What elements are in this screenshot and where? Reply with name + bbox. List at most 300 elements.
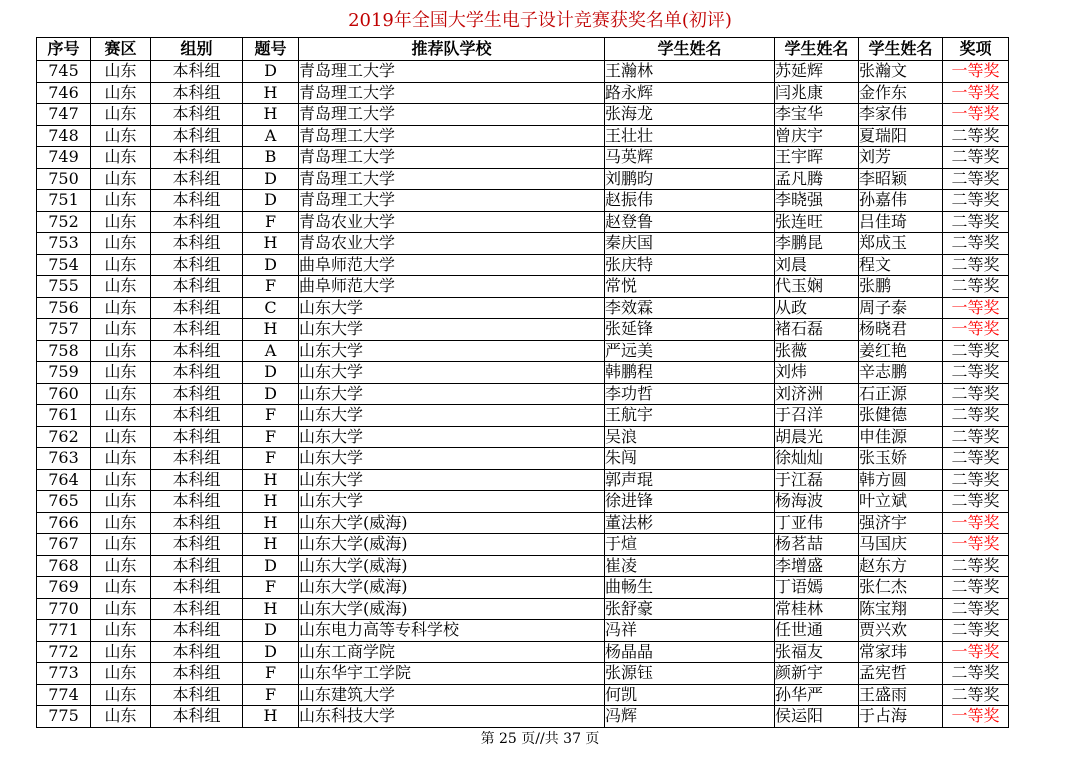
student-3-cell: 马国庆: [859, 534, 943, 556]
awards-table: [36, 37, 1009, 728]
index-cell: 757: [37, 319, 91, 341]
region-cell: 山东: [91, 104, 151, 126]
student-1-cell: 马英辉: [605, 147, 775, 169]
school-cell: 山东科技大学: [299, 706, 605, 728]
student-2-cell: 杨海波: [775, 491, 859, 513]
problem-cell: C: [243, 297, 299, 319]
index-cell: 773: [37, 663, 91, 685]
index-cell: 755: [37, 276, 91, 298]
school-cell: 青岛理工大学: [299, 104, 605, 126]
award-cell: 二等奖: [943, 383, 1009, 405]
student-2-cell: 丁亚伟: [775, 512, 859, 534]
school-cell: 山东华宇工学院: [299, 663, 605, 685]
student-2-cell: 李鹏昆: [775, 233, 859, 255]
student-3-cell: 张玉娇: [859, 448, 943, 470]
student-1-cell: 赵登鲁: [605, 211, 775, 233]
table-header-row: [37, 38, 1009, 61]
region-cell: 山东: [91, 340, 151, 362]
column-header-school: 推荐队学校: [299, 38, 605, 61]
index-cell: 775: [37, 706, 91, 728]
region-cell: 山东: [91, 555, 151, 577]
award-cell: 二等奖: [943, 491, 1009, 513]
student-1-cell: 刘鹏昀: [605, 168, 775, 190]
student-2-cell: 李晓强: [775, 190, 859, 212]
student-1-cell: 郭声琨: [605, 469, 775, 491]
award-cell: 一等奖: [943, 82, 1009, 104]
problem-cell: F: [243, 405, 299, 427]
index-cell: 751: [37, 190, 91, 212]
student-2-cell: 闫兆康: [775, 82, 859, 104]
award-cell: 二等奖: [943, 448, 1009, 470]
region-cell: 山东: [91, 426, 151, 448]
problem-cell: F: [243, 684, 299, 706]
group-cell: 本科组: [151, 168, 243, 190]
table-row: [37, 276, 1009, 298]
problem-cell: F: [243, 663, 299, 685]
index-cell: 762: [37, 426, 91, 448]
index-cell: 763: [37, 448, 91, 470]
region-cell: 山东: [91, 383, 151, 405]
group-cell: 本科组: [151, 620, 243, 642]
student-2-cell: 侯运阳: [775, 706, 859, 728]
student-1-cell: 李功哲: [605, 383, 775, 405]
student-1-cell: 董法彬: [605, 512, 775, 534]
student-3-cell: 杨晓君: [859, 319, 943, 341]
group-cell: 本科组: [151, 512, 243, 534]
table-row: [37, 469, 1009, 491]
region-cell: 山东: [91, 448, 151, 470]
student-2-cell: 徐灿灿: [775, 448, 859, 470]
region-cell: 山东: [91, 276, 151, 298]
group-cell: 本科组: [151, 147, 243, 169]
student-1-cell: 李效霖: [605, 297, 775, 319]
student-1-cell: 于煊: [605, 534, 775, 556]
group-cell: 本科组: [151, 254, 243, 276]
table-row: [37, 448, 1009, 470]
student-1-cell: 秦庆国: [605, 233, 775, 255]
table-row: [37, 512, 1009, 534]
index-cell: 769: [37, 577, 91, 599]
problem-cell: H: [243, 491, 299, 513]
school-cell: 青岛农业大学: [299, 211, 605, 233]
problem-cell: D: [243, 383, 299, 405]
award-cell: 二等奖: [943, 276, 1009, 298]
group-cell: 本科组: [151, 211, 243, 233]
index-cell: 758: [37, 340, 91, 362]
award-cell: 二等奖: [943, 620, 1009, 642]
student-2-cell: 孟凡腾: [775, 168, 859, 190]
student-1-cell: 赵振伟: [605, 190, 775, 212]
student-1-cell: 冯辉: [605, 706, 775, 728]
table-row: [37, 534, 1009, 556]
student-3-cell: 常家玮: [859, 641, 943, 663]
index-cell: 749: [37, 147, 91, 169]
table-row: [37, 319, 1009, 341]
group-cell: 本科组: [151, 233, 243, 255]
student-2-cell: 刘炜: [775, 362, 859, 384]
group-cell: 本科组: [151, 340, 243, 362]
column-header-student-2: 学生姓名: [775, 38, 859, 61]
school-cell: 青岛理工大学: [299, 82, 605, 104]
school-cell: 山东大学: [299, 383, 605, 405]
student-2-cell: 常桂林: [775, 598, 859, 620]
student-1-cell: 张延锋: [605, 319, 775, 341]
region-cell: 山东: [91, 598, 151, 620]
table-row: [37, 383, 1009, 405]
region-cell: 山东: [91, 233, 151, 255]
problem-cell: D: [243, 620, 299, 642]
group-cell: 本科组: [151, 706, 243, 728]
student-3-cell: 强济宇: [859, 512, 943, 534]
table-row: [37, 147, 1009, 169]
group-cell: 本科组: [151, 190, 243, 212]
student-3-cell: 李昭颖: [859, 168, 943, 190]
region-cell: 山东: [91, 663, 151, 685]
group-cell: 本科组: [151, 426, 243, 448]
group-cell: 本科组: [151, 555, 243, 577]
student-2-cell: 刘晨: [775, 254, 859, 276]
region-cell: 山东: [91, 469, 151, 491]
student-3-cell: 王盛雨: [859, 684, 943, 706]
document-title: 2019年全国大学生电子设计竞赛获奖名单(初评): [348, 10, 732, 31]
column-header-problem: 题号: [243, 38, 299, 61]
table-row: [37, 620, 1009, 642]
student-2-cell: 苏延辉: [775, 61, 859, 83]
group-cell: 本科组: [151, 534, 243, 556]
school-cell: 山东大学(威海): [299, 512, 605, 534]
school-cell: 山东大学: [299, 297, 605, 319]
table-row: [37, 598, 1009, 620]
index-cell: 766: [37, 512, 91, 534]
school-cell: 山东大学: [299, 340, 605, 362]
index-cell: 748: [37, 125, 91, 147]
student-1-cell: 常悦: [605, 276, 775, 298]
student-2-cell: 胡晨光: [775, 426, 859, 448]
problem-cell: H: [243, 319, 299, 341]
student-2-cell: 王宇晖: [775, 147, 859, 169]
problem-cell: H: [243, 233, 299, 255]
award-cell: 一等奖: [943, 104, 1009, 126]
table-row: [37, 233, 1009, 255]
group-cell: 本科组: [151, 125, 243, 147]
student-2-cell: 张薇: [775, 340, 859, 362]
problem-cell: H: [243, 469, 299, 491]
table-row: [37, 362, 1009, 384]
group-cell: 本科组: [151, 598, 243, 620]
student-3-cell: 叶立斌: [859, 491, 943, 513]
region-cell: 山东: [91, 297, 151, 319]
group-cell: 本科组: [151, 405, 243, 427]
school-cell: 山东大学: [299, 448, 605, 470]
school-cell: 青岛理工大学: [299, 168, 605, 190]
student-2-cell: 李增盛: [775, 555, 859, 577]
region-cell: 山东: [91, 491, 151, 513]
table-row: [37, 491, 1009, 513]
table-row: [37, 555, 1009, 577]
region-cell: 山东: [91, 125, 151, 147]
award-cell: 二等奖: [943, 469, 1009, 491]
award-cell: 一等奖: [943, 706, 1009, 728]
table-row: [37, 297, 1009, 319]
table-row: [37, 61, 1009, 83]
award-cell: 二等奖: [943, 125, 1009, 147]
student-2-cell: 张福友: [775, 641, 859, 663]
group-cell: 本科组: [151, 577, 243, 599]
student-1-cell: 冯祥: [605, 620, 775, 642]
student-2-cell: 代玉娴: [775, 276, 859, 298]
school-cell: 青岛农业大学: [299, 233, 605, 255]
problem-cell: F: [243, 211, 299, 233]
student-1-cell: 韩鹏程: [605, 362, 775, 384]
student-3-cell: 张健德: [859, 405, 943, 427]
index-cell: 760: [37, 383, 91, 405]
school-cell: 山东大学(威海): [299, 555, 605, 577]
student-1-cell: 王航宇: [605, 405, 775, 427]
region-cell: 山东: [91, 684, 151, 706]
student-2-cell: 张连旺: [775, 211, 859, 233]
school-cell: 曲阜师范大学: [299, 276, 605, 298]
group-cell: 本科组: [151, 319, 243, 341]
region-cell: 山东: [91, 641, 151, 663]
student-2-cell: 孙华严: [775, 684, 859, 706]
index-cell: 771: [37, 620, 91, 642]
region-cell: 山东: [91, 190, 151, 212]
student-3-cell: 孟宪哲: [859, 663, 943, 685]
index-cell: 747: [37, 104, 91, 126]
student-2-cell: 杨茗喆: [775, 534, 859, 556]
problem-cell: H: [243, 512, 299, 534]
problem-cell: D: [243, 168, 299, 190]
index-cell: 754: [37, 254, 91, 276]
region-cell: 山东: [91, 620, 151, 642]
student-3-cell: 吕佳琦: [859, 211, 943, 233]
award-cell: 二等奖: [943, 362, 1009, 384]
group-cell: 本科组: [151, 641, 243, 663]
column-header-student-1: 学生姓名: [605, 38, 775, 61]
student-3-cell: 张鹏: [859, 276, 943, 298]
table-row: [37, 104, 1009, 126]
award-cell: 二等奖: [943, 147, 1009, 169]
problem-cell: F: [243, 426, 299, 448]
school-cell: 山东大学(威海): [299, 577, 605, 599]
table-row: [37, 577, 1009, 599]
region-cell: 山东: [91, 534, 151, 556]
table-row: [37, 190, 1009, 212]
group-cell: 本科组: [151, 276, 243, 298]
school-cell: 青岛理工大学: [299, 125, 605, 147]
school-cell: 山东工商学院: [299, 641, 605, 663]
student-2-cell: 曾庆宇: [775, 125, 859, 147]
column-header-group: 组别: [151, 38, 243, 61]
award-cell: 一等奖: [943, 534, 1009, 556]
index-cell: 759: [37, 362, 91, 384]
award-cell: 二等奖: [943, 211, 1009, 233]
school-cell: 山东大学: [299, 405, 605, 427]
school-cell: 山东大学: [299, 362, 605, 384]
award-cell: 二等奖: [943, 555, 1009, 577]
award-cell: 二等奖: [943, 340, 1009, 362]
student-3-cell: 姜红艳: [859, 340, 943, 362]
region-cell: 山东: [91, 82, 151, 104]
problem-cell: D: [243, 641, 299, 663]
region-cell: 山东: [91, 362, 151, 384]
student-1-cell: 王壮壮: [605, 125, 775, 147]
region-cell: 山东: [91, 319, 151, 341]
table-row: [37, 663, 1009, 685]
region-cell: 山东: [91, 61, 151, 83]
student-1-cell: 张庆特: [605, 254, 775, 276]
group-cell: 本科组: [151, 684, 243, 706]
student-1-cell: 路永辉: [605, 82, 775, 104]
group-cell: 本科组: [151, 491, 243, 513]
problem-cell: D: [243, 61, 299, 83]
award-cell: 二等奖: [943, 577, 1009, 599]
table-row: [37, 684, 1009, 706]
group-cell: 本科组: [151, 469, 243, 491]
problem-cell: F: [243, 448, 299, 470]
index-cell: 767: [37, 534, 91, 556]
table-row: [37, 254, 1009, 276]
region-cell: 山东: [91, 405, 151, 427]
problem-cell: H: [243, 104, 299, 126]
column-header-index: 序号: [37, 38, 91, 61]
region-cell: 山东: [91, 168, 151, 190]
problem-cell: F: [243, 276, 299, 298]
award-cell: 二等奖: [943, 168, 1009, 190]
table-body: [37, 61, 1009, 728]
student-3-cell: 李家伟: [859, 104, 943, 126]
school-cell: 青岛理工大学: [299, 190, 605, 212]
region-cell: 山东: [91, 512, 151, 534]
student-1-cell: 何凯: [605, 684, 775, 706]
award-cell: 二等奖: [943, 405, 1009, 427]
student-1-cell: 曲畅生: [605, 577, 775, 599]
table-row: [37, 168, 1009, 190]
student-1-cell: 朱闯: [605, 448, 775, 470]
student-2-cell: 褚石磊: [775, 319, 859, 341]
group-cell: 本科组: [151, 82, 243, 104]
index-cell: 746: [37, 82, 91, 104]
page-footer: 第 25 页//共 37 页: [480, 731, 600, 747]
index-cell: 764: [37, 469, 91, 491]
award-cell: 二等奖: [943, 190, 1009, 212]
school-cell: 青岛理工大学: [299, 61, 605, 83]
region-cell: 山东: [91, 254, 151, 276]
award-cell: 二等奖: [943, 684, 1009, 706]
student-1-cell: 张海龙: [605, 104, 775, 126]
table-row: [37, 82, 1009, 104]
student-1-cell: 徐进锋: [605, 491, 775, 513]
problem-cell: H: [243, 706, 299, 728]
problem-cell: D: [243, 190, 299, 212]
column-header-region: 赛区: [91, 38, 151, 61]
student-3-cell: 张瀚文: [859, 61, 943, 83]
table-row: [37, 125, 1009, 147]
problem-cell: H: [243, 534, 299, 556]
index-cell: 756: [37, 297, 91, 319]
school-cell: 山东大学: [299, 469, 605, 491]
group-cell: 本科组: [151, 297, 243, 319]
school-cell: 山东大学(威海): [299, 598, 605, 620]
table-row: [37, 405, 1009, 427]
table-row: [37, 340, 1009, 362]
problem-cell: H: [243, 598, 299, 620]
group-cell: 本科组: [151, 61, 243, 83]
school-cell: 山东大学: [299, 319, 605, 341]
problem-cell: A: [243, 340, 299, 362]
problem-cell: D: [243, 362, 299, 384]
award-cell: 一等奖: [943, 319, 1009, 341]
student-3-cell: 韩方圆: [859, 469, 943, 491]
student-2-cell: 任世通: [775, 620, 859, 642]
school-cell: 曲阜师范大学: [299, 254, 605, 276]
index-cell: 768: [37, 555, 91, 577]
table-row: [37, 641, 1009, 663]
index-cell: 765: [37, 491, 91, 513]
problem-cell: H: [243, 82, 299, 104]
award-cell: 二等奖: [943, 254, 1009, 276]
region-cell: 山东: [91, 577, 151, 599]
student-2-cell: 颜新宇: [775, 663, 859, 685]
table-row: [37, 706, 1009, 728]
table-row: [37, 211, 1009, 233]
group-cell: 本科组: [151, 448, 243, 470]
award-cell: 一等奖: [943, 297, 1009, 319]
student-1-cell: 崔凌: [605, 555, 775, 577]
index-cell: 772: [37, 641, 91, 663]
index-cell: 753: [37, 233, 91, 255]
region-cell: 山东: [91, 706, 151, 728]
group-cell: 本科组: [151, 104, 243, 126]
index-cell: 752: [37, 211, 91, 233]
student-1-cell: 张舒豪: [605, 598, 775, 620]
problem-cell: D: [243, 555, 299, 577]
problem-cell: D: [243, 254, 299, 276]
student-1-cell: 杨晶晶: [605, 641, 775, 663]
award-cell: 二等奖: [943, 233, 1009, 255]
student-2-cell: 丁语嫣: [775, 577, 859, 599]
student-2-cell: 刘济洲: [775, 383, 859, 405]
student-3-cell: 刘芳: [859, 147, 943, 169]
region-cell: 山东: [91, 147, 151, 169]
student-3-cell: 张仁杰: [859, 577, 943, 599]
award-cell: 一等奖: [943, 61, 1009, 83]
student-3-cell: 郑成玉: [859, 233, 943, 255]
student-3-cell: 于占海: [859, 706, 943, 728]
student-1-cell: 张源钰: [605, 663, 775, 685]
problem-cell: A: [243, 125, 299, 147]
problem-cell: B: [243, 147, 299, 169]
group-cell: 本科组: [151, 383, 243, 405]
award-cell: 一等奖: [943, 512, 1009, 534]
student-3-cell: 孙嘉伟: [859, 190, 943, 212]
student-3-cell: 程文: [859, 254, 943, 276]
school-cell: 山东电力高等专科学校: [299, 620, 605, 642]
region-cell: 山东: [91, 211, 151, 233]
student-1-cell: 严远美: [605, 340, 775, 362]
school-cell: 山东大学: [299, 491, 605, 513]
student-1-cell: 王瀚林: [605, 61, 775, 83]
award-cell: 一等奖: [943, 641, 1009, 663]
index-cell: 761: [37, 405, 91, 427]
student-1-cell: 吴浪: [605, 426, 775, 448]
award-cell: 二等奖: [943, 598, 1009, 620]
student-2-cell: 于召洋: [775, 405, 859, 427]
student-3-cell: 石正源: [859, 383, 943, 405]
student-3-cell: 陈宝翔: [859, 598, 943, 620]
column-header-award: 奖项: [943, 38, 1009, 61]
index-cell: 745: [37, 61, 91, 83]
